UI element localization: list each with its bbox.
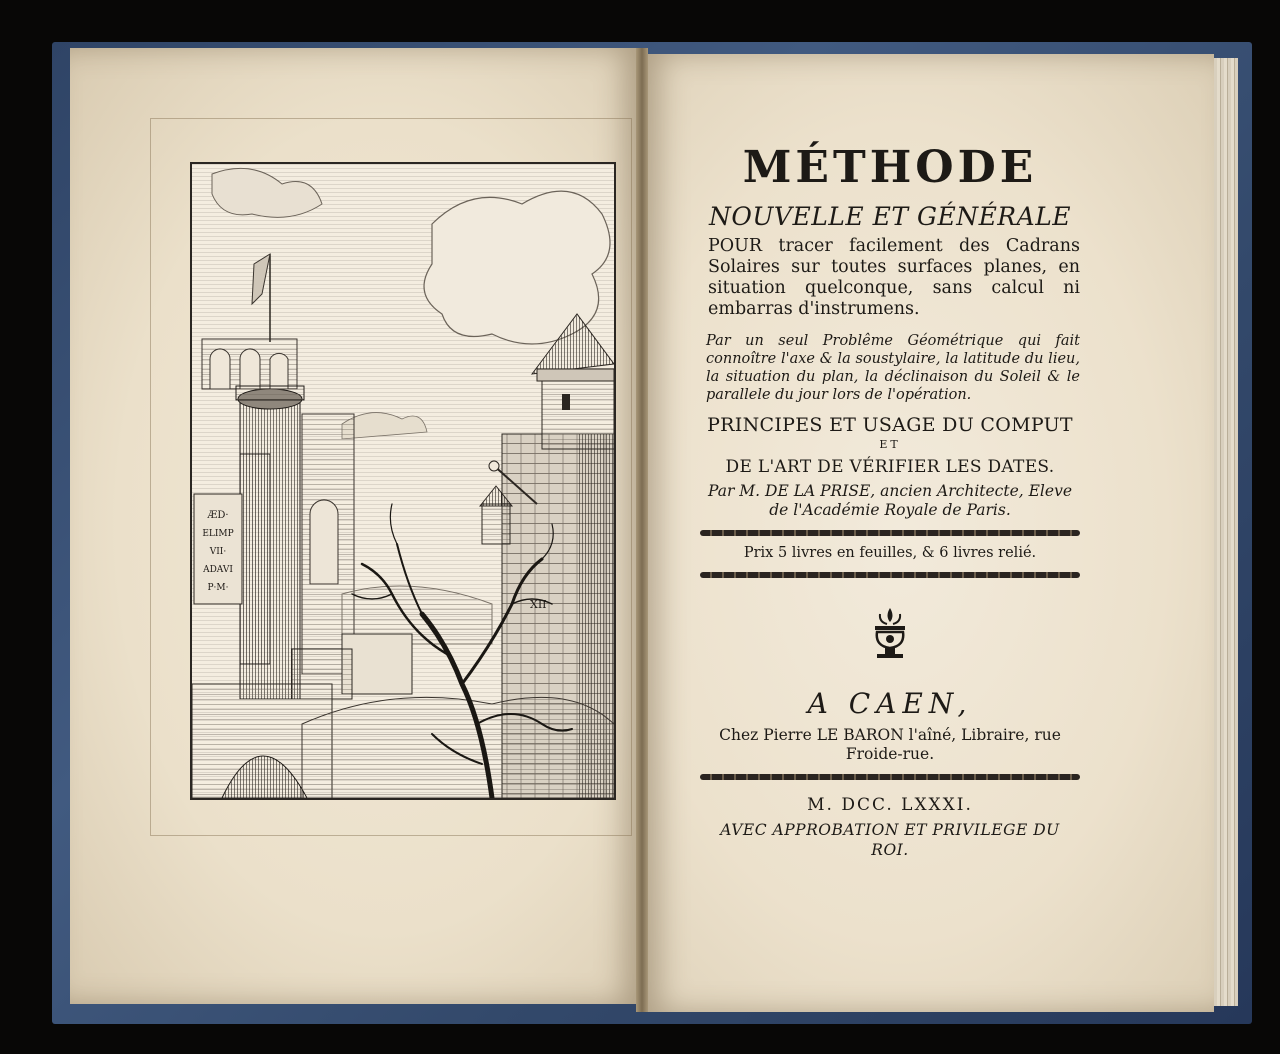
decorative-rule-date <box>700 774 1080 780</box>
privilege-line: AVEC APPROBATION ET PRIVILEGE DU ROI. <box>720 821 1060 859</box>
price-line: Prix 5 livres en feuilles, & 6 livres relié. <box>743 545 1037 561</box>
principes-heading: PRINCIPES ET USAGE DU COMPUT <box>707 414 1073 436</box>
author-line: Par M. DE LA PRISE, ancien Architecte, Eleve de l'Académie Royale de Paris. <box>707 482 1072 519</box>
et-conjunction: ET <box>879 438 901 451</box>
aqueduct-ruin <box>202 339 297 389</box>
inscription-line-2: ELIMP <box>202 529 234 539</box>
engraving-illustration <box>192 164 614 798</box>
inscription-line-4: ADAVI <box>203 565 233 575</box>
frontispiece-engraving <box>190 162 616 800</box>
inscription-line-5: P·M· <box>207 583 229 593</box>
subtitle: NOUVELLE ET GÉNÉRALE <box>708 202 1072 231</box>
dial-numeral: XII <box>530 598 547 611</box>
description: POUR tracer facilement des Cadrans Solaires sur toutes surfaces planes, en situation quelconque, sans calcul ni embarras d'instrumens. <box>708 236 1080 319</box>
art-heading: DE L'ART DE VÉRIFIER LES DATES. <box>725 457 1055 477</box>
decorative-rule-top <box>700 530 1080 536</box>
main-title: MÉTHODE <box>742 142 1038 193</box>
inscription-line-3: VII· <box>209 547 227 557</box>
method-note: Par un seul Problême Géométrique qui fait connoître l'axe & la soustylaire, la latitude du lieu, la situation du plan, la déclinaison du Soleil & le parallele du jour lors de l'opération. <box>706 333 1080 403</box>
printer-ornament-icon <box>865 604 915 662</box>
inscription-line-1: ÆD· <box>207 510 229 521</box>
inscription-stone <box>194 494 242 604</box>
publication-date: M. DCC. LXXXI. <box>807 795 973 815</box>
page-edges <box>1210 58 1238 1006</box>
decorative-rule-bottom <box>700 572 1080 578</box>
publisher-line: Chez Pierre LE BARON l'aîné, Libraire, rue Froide-rue. <box>719 726 1061 763</box>
title-page <box>700 140 1080 860</box>
book-gutter <box>636 48 648 1012</box>
place-of-publication: A CAEN, <box>807 687 973 720</box>
